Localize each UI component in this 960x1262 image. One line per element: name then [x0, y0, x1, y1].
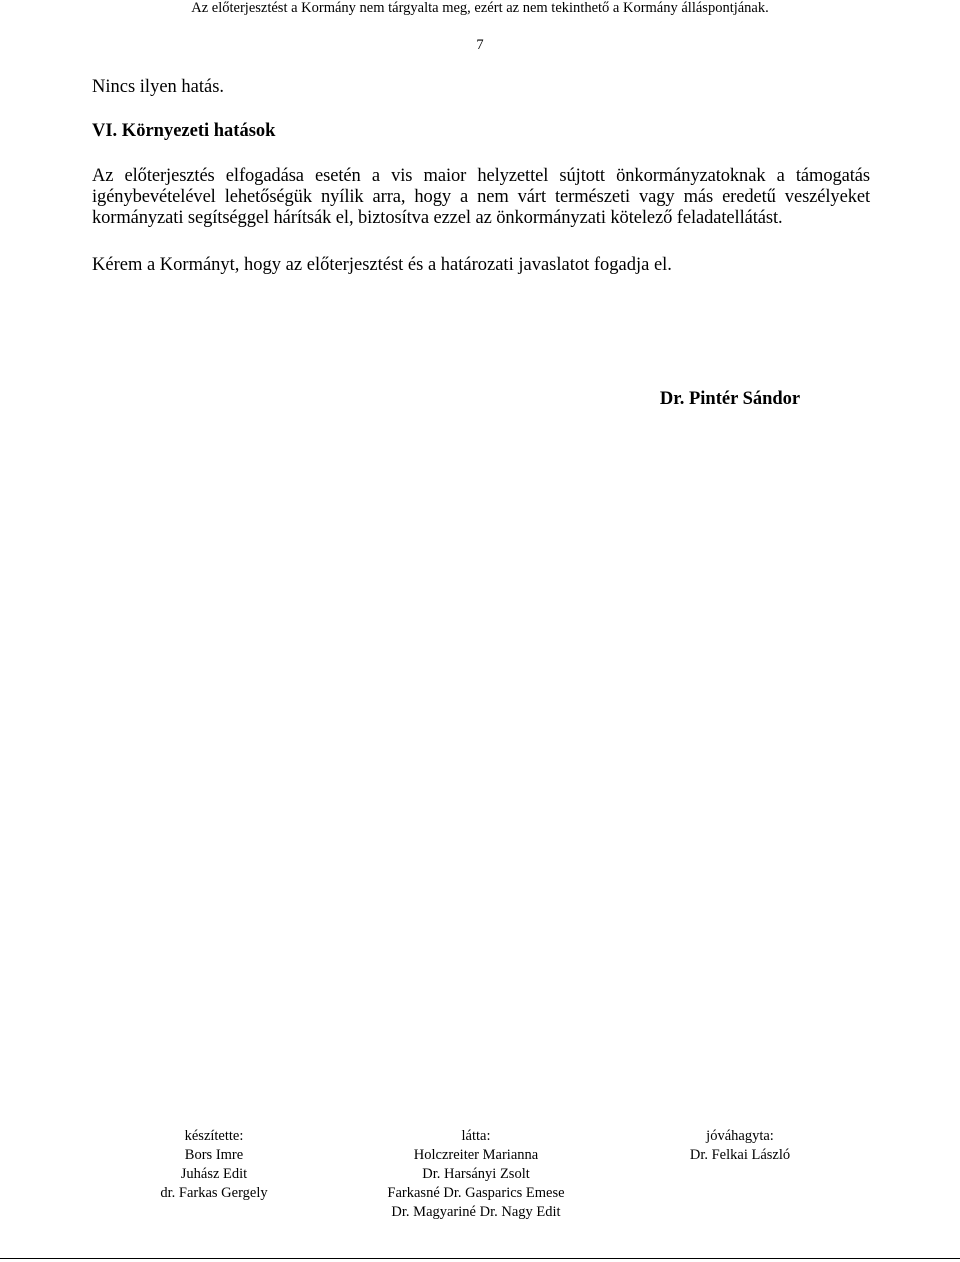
signer-name: Dr. Pintér Sándor	[659, 389, 801, 409]
footer-rule	[0, 1258, 960, 1259]
signoff-name: Dr. Magyariné Dr. Nagy Edit	[391, 1204, 561, 1220]
signoff-name: Holczreiter Marianna	[413, 1147, 539, 1163]
signoff-prepared-label: készítette:	[184, 1128, 244, 1144]
request-text: Kérem a Kormányt, hogy az előterjesztést és a határozati javaslatot fogadja el.	[92, 255, 672, 275]
page-number: 7	[476, 37, 484, 53]
signoff-name: Juhász Edit	[180, 1166, 248, 1182]
section-heading: VI. Környezeti hatások	[92, 121, 276, 141]
signoff-name: dr. Farkas Gergely	[160, 1185, 268, 1201]
signoff-seen-label: látta:	[461, 1128, 491, 1144]
signoff-name: Farkasné Dr. Gasparics Emese	[387, 1185, 565, 1201]
signoff-name: Bors Imre	[184, 1147, 244, 1163]
body-paragraph: Az előterjesztés elfogadása esetén a vis maior helyzettel sújtott önkormányzatoknak a támogatás igénybevételével lehetőségük nyílik arra, hogy a nem várt természeti vagy más eredetű veszélyeket kormányzati segítséggel hárítsák el, biztosítva ezzel az önkormányzati kötelező feladatellátást.	[92, 166, 870, 228]
signoff-name: Dr. Felkai László	[689, 1147, 791, 1163]
signoff-prepared	[114, 1127, 314, 1203]
signoff-approved	[640, 1127, 840, 1165]
signoff-approved-label: jóváhagyta:	[706, 1128, 774, 1144]
intro-text: Nincs ilyen hatás.	[92, 77, 225, 97]
signoff-name: Dr. Harsányi Zsolt	[422, 1166, 530, 1182]
header-notice: Az előterjesztést a Kormány nem tárgyalta meg, ezért az nem tekinthető a Kormány álláspontjának.	[191, 0, 769, 16]
signoff-seen	[356, 1127, 596, 1222]
